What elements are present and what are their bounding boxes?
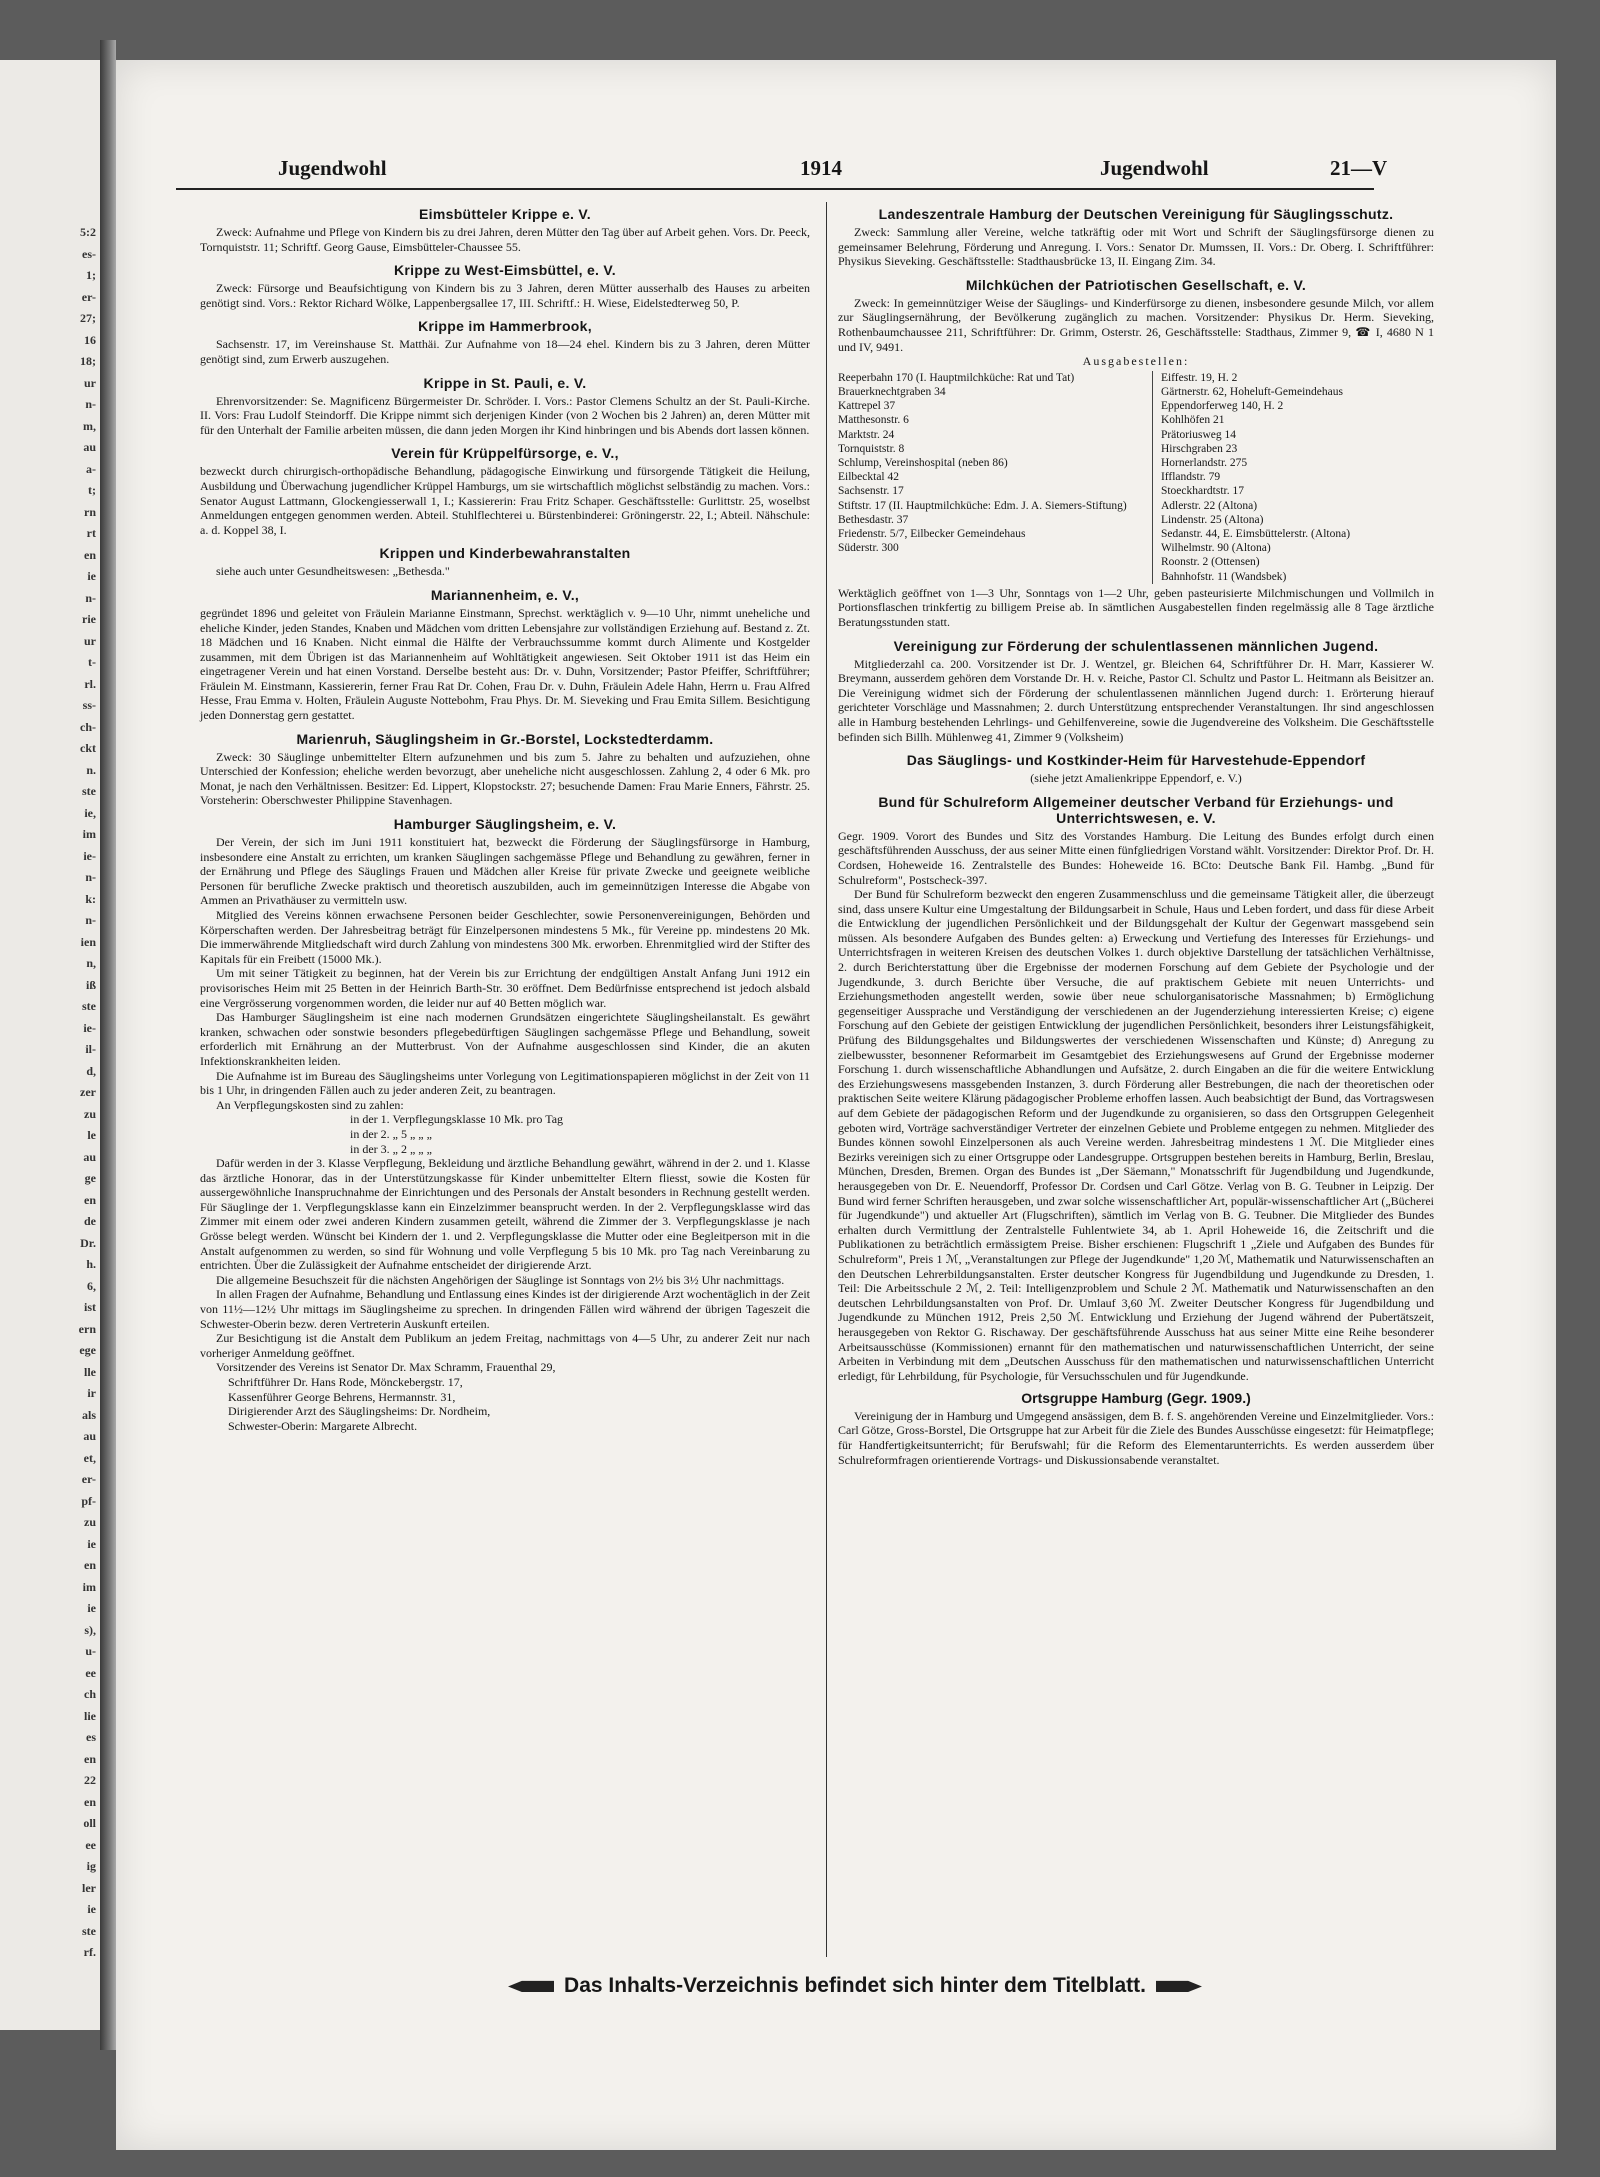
outlet-address: Reeperbahn 170 (I. Hauptmilchküche: Rat und Tat) xyxy=(838,371,1075,384)
outlet-address: Kattrepel 37 xyxy=(838,400,896,413)
section-text: An Verpflegungskosten sind zu zahlen: xyxy=(216,1097,404,1112)
section-title: Das Säuglings- und Kostkinder-Heim für Harvestehude-Eppendorf xyxy=(906,752,1366,769)
outlet-address: Eppendorferweg 140, H. 2 xyxy=(1160,400,1284,413)
section-text: Schriftführer Dr. Hans Rode, Mönckebergstr. 17, xyxy=(228,1375,463,1389)
book-gutter xyxy=(100,40,116,2050)
prev-page-fragment: ste xyxy=(82,999,96,1013)
prev-page-fragment: ie xyxy=(87,569,96,583)
prev-page-fragment: rf. xyxy=(83,1945,96,1959)
header-right: Jugendwohl xyxy=(1100,156,1209,180)
prev-page-fragment: im xyxy=(82,1579,96,1594)
section-text: Gegr. 1909. Vorort des Bundes und Sitz des Vorstandes Hamburg. Die Leitung des Bundes erfolgt durch einen geschäftsführenden Ausschuss, der aus seiner Mitte einen fünfgliedrigen Vorstand wählt. Vorsitzender: Direktor Prof. Dr. H. Cordsen, Hoheweide 16. Zentralstelle des Bundes: Hoheweide 16. BCto: Deutsche Bank Fil. Hambg. „Bund für Schulreform", Postscheck-397. xyxy=(838,828,1434,887)
section xyxy=(200,318,810,366)
section-text: Um mit seiner Tätigkeit zu beginnen, hat der Verein bis zur Errichtung der endgültigen Anstalt Anfang Juni 1912 ein provisorisches Heim mit 25 Betten in der Heinrich Barth-Str. 30 eröffnet. Dem Bedürfnisse entsprechend ist jedoch alsbald eine Vergrösserung vorgenommen worden, die leider nur auf 40 Betten möglich war. xyxy=(200,966,810,1010)
outlet-address: Hornerlandstr. 275 xyxy=(1160,456,1248,469)
section-text: Der Bund für Schulreform bezweckt den engeren Zusammenschluss und die gemeinsame Tätigkeit aller, die überzeugt sind, dass unsere Kultur eine Umgestaltung der Bildungsarbeit in Schule, Haus und Leben fordert, und dass für diese Arbeit die Entwicklung der jugendlichen Persönlichkeit und der Bildungsgehalt der Kultur der Gegenwart massgebend sein müssen. Als besondere Aufgaben des Bundes gelten: a) Erweckung und Vertiefung des Interesses für Erziehungs- und Unterrichtsfragen in weiteren Kreisen des deutschen Volkes 1. durch objektive Darstellung der tatsächlichen Verhältnisse, 2. durch Berichterstattung über die Ergebnisse der modernen Forschung auf dem Gebiete der Psychologie und der Jugendkunde, 3. durch Berichte über Versuche, die auf praktischem Gebiete mit neuen Unterrichts- und Erziehungsmethoden angestellt werden, sowie über neue schulorganisatorische Massnahmen; b) Ermöglichung gegenseitiger Aussprache und Verständigung der verschiedenen an der Jugenderziehung interessierten Kreise; c) eigene Forschung auf den Gebiete der geistigen Entwicklung der jugendlichen Persönlichkeit, besonders ihrer Leistungsfähigkeit, Prüfung des Bildungsgehaltes und Bildungswertes der verschiedenen Wissenschaften und Künste; d) Anregung zu zielbewusster, besonnener Reformarbeit im Gesamtgebiet des Erziehungswesens auf Grund der Ergebnisse moderner Forschung 1. durch wissenschaftliche Abhandlungen und Aufsätze, 2. durch Eingaben an die für die weitere Entwicklung des Erziehungswesens massgebenden Instanzen, 3. durch Förderung aller Bestrebungen, die nach der theoretischen oder praktischen Seite weitere Klärung pädagogischer Probleme erhoffen lassen. Auch beabsichtigt der Bund, das Vortragswesen auf dem Gebiete der pädagogischen Reform und der Jugendkunde zu organisieren, so dass den Ortsgruppen Gelegenheit geboten wird, Vorträge sachverständiger Vertreter der einzelnen Gebiete und Probleme entgegen zu nehmen. Mitglieder des Bundes können sowohl Einzelpersonen als auch Vereine werden. Jahresbeitrag mindestens 1 ℳ. Die Mitglieder eines Bezirks vereinigen sich zu einer Ortsgruppe oder Landesgruppe. Ortsgruppen bestehen bereits in Hamburg, Berlin, Breslau, München, Dresden, Bremen. Organ des Bundes ist „Der Säemann," Monatsschrift für Jugendbildung und Jugendkunde, herausgegeben von Dr. E. Neuendorff, Professor Dr. Cordsen und Carl Götze. Verlag von B. G. Teubner in Leipzig. Der Bund wird ferner Schriften herausgeben, und zwar solche wissenschaftlicher Art, populär-wissenschaftlicher Art („Bücherei für Jugendkunde") und aktueller Art (Flugschriften), sämtlich im Verlag von B. G. Teubner. Die Mitglieder des Bundes erhalten durch Vermittlung der Zentralstelle Fuhlentwiete 34, ab 1. April Hoheweide 16, die Zeitschrift und die Publikationen zu beträchtlich ermässigtem Preise. Bisher erschienen: Flugschrift 1 „Ziele und Aufgaben des Bundes für Schulreform", Preis 1 ℳ, „Veranstaltungen zur Pflege der Jugendkunde" 1,20 ℳ, Mathematik und Naturwissenschaften an den Deutschen Lehrerbildungsanstalten. Erster deutscher Kongress für Jugendbildung und Jugendkunde zu Dresden, 1. Teil: Die Arbeitsschule 2 ℳ, 2. Teil: Intelligenzproblem und Schule 2 ℳ. Mathematik und Naturwissenschaften an den deutschen Lehrbildungsanstalten von Prof. Dr. Umlauf 3,60 ℳ. Zweiter Deutscher Kongress für Jugendbildung und Jugendkunde zu München 1912, Preis 2,50 ℳ. Entwicklung und Erziehung der Jugend während der Pubertätszeit, herausgegeben von Rektor G. Rischaway. Der geschäftsführende Ausschuss hat aus seiner Mitte eine Reihe besonderer Arbeitsausschüsse (Kommissionen) ernannt für den mathematischen und naturwissenschaftlichen Unterricht, der seine Arbeiten in Verbindung mit dem „Deutschen Ausschuss für den mathematischen und naturwissenschaftlichen Unterricht erledigt, für Lehrbildung, für Psychologie, für Versuchsschulen und für Jugendkunde. xyxy=(838,887,1434,1383)
prev-page-fragment: lie xyxy=(84,1708,96,1723)
section-title: Krippen und Kinderbewahranstalten xyxy=(379,545,631,562)
section-title: Krippe zu West-Eimsbüttel, e. V. xyxy=(394,262,616,279)
section-text: siehe auch unter Gesundheitswesen: „Bethesda." xyxy=(216,564,450,579)
prev-page-fragment: 16 xyxy=(84,332,96,347)
section-note: (siehe jetzt Amalienkrippe Eppendorf, e. V.) xyxy=(1030,771,1242,786)
prev-page-fragment: rt xyxy=(86,526,96,540)
section-text: in der 3. „ 2 „ „ „ xyxy=(350,1141,432,1156)
section-text: Zweck: Fürsorge und Beaufsichtigung von Kindern bis zu 3 Jahren, deren Mütter ausserhalb des Hauses zu arbeiten genötigt sind. Vors.: Rektor Richard Wölke, Lappenbergsallee 17, III. Schriftf.: H. Wiese, Eidelstedterweg 50, P. xyxy=(200,281,810,310)
prev-page-fragment: iß xyxy=(85,977,96,992)
prev-page-fragment: ie- xyxy=(83,848,96,863)
prev-page-fragment: m, xyxy=(83,418,96,433)
prev-page-fragment: en xyxy=(84,1751,96,1766)
outlet-address: Gärtnerstr. 62, Hoheluft-Gemeindehaus xyxy=(1160,385,1343,398)
prev-page-fragment: rn xyxy=(84,504,96,519)
prev-page-fragment: d, xyxy=(86,1063,96,1078)
prev-page-fragment: ur xyxy=(84,375,96,390)
outlet-address: Bethesdastr. 37 xyxy=(838,513,909,526)
prev-page-fragment: ie xyxy=(87,1536,96,1551)
prev-page-fragment: rie xyxy=(82,612,96,626)
outlet-address: Hirschgraben 23 xyxy=(1160,442,1238,455)
section-title: Ortsgruppe Hamburg (Gegr. 1909.) xyxy=(1021,1390,1251,1407)
section-text: Ehrenvorsitzender: Se. Magnificenz Bürgermeister Dr. Schröder. I. Vors.: Pastor Clemens Schultz an der St. Pauli-Kirche. II. Vors: Frau Ludolf Steindorff. Die Krippe nimmt sich derjenigen Kinder (von 2 Wochen bis 2 Jahren) an, deren Mütter mit für den Unterhalt der Familie arbeiten müssen, die dann jeden Morgen ihr Kind hinbringen und bis Abends dort lassen können. xyxy=(200,393,810,437)
section xyxy=(200,731,810,808)
prev-page-fragment: ss- xyxy=(82,698,96,712)
prev-page-fragment: lle xyxy=(84,1364,96,1379)
prev-page-fragment: ie- xyxy=(83,1020,96,1035)
outlets-column-1 xyxy=(838,371,1153,584)
prev-page-fragment: ist xyxy=(84,1300,96,1314)
outlet-address: Sachsenstr. 17 xyxy=(838,485,904,498)
outlet-address: Eilbecktal 42 xyxy=(838,471,899,484)
outlet-address: Kohlhöfen 21 xyxy=(1160,414,1225,427)
outlet-address: Schlump, Vereinshospital (neben 86) xyxy=(838,456,1008,469)
section-landeszentrale xyxy=(838,206,1434,269)
section-title: Landeszentrale Hamburg der Deutschen Vereinigung für Säuglingsschutz. xyxy=(878,206,1394,222)
prev-page-fragment: zer xyxy=(80,1085,96,1099)
section-title: Milchküchen der Patriotischen Gesellschaft, e. V. xyxy=(965,276,1307,293)
prev-page-fragment: en xyxy=(84,1192,96,1207)
prev-page-fragment: n- xyxy=(85,870,96,884)
section-text: in der 1. Verpflegungsklasse 10 Mk. pro Tag xyxy=(350,1112,564,1127)
prev-page-fragment: 27; xyxy=(80,311,96,325)
outlet-address: Süderstr. 300 xyxy=(838,542,899,555)
section xyxy=(200,375,810,438)
prev-page-fragment: le xyxy=(87,1128,96,1142)
prev-page-fragment: n- xyxy=(85,913,96,927)
section-title: Bund für Schulreform Allgemeiner deutscher Verband für Erziehungs- und Unterrichtswesen, e. V. xyxy=(878,793,1394,826)
prev-page-fragment: a- xyxy=(86,461,96,476)
prev-page-fragment: ern xyxy=(78,1321,96,1336)
prev-page-fragment: t; xyxy=(88,483,96,497)
prev-page-fragment: ee xyxy=(85,1665,96,1680)
section-title: Verein für Krüppelfürsorge, e. V., xyxy=(391,445,619,462)
outlet-address: Stiftstr. 17 (II. Hauptmilchküche: Edm. J. A. Siemers-Stiftung) xyxy=(838,499,1127,512)
prev-page-fragment: rl. xyxy=(84,676,96,691)
prev-page-fragment: als xyxy=(81,1407,96,1422)
page-number: 21—V xyxy=(1330,156,1388,180)
prev-page-fragment: er- xyxy=(81,289,96,304)
section-text: Die Aufnahme ist im Bureau des Säuglingsheims unter Vorlegung von Legitimationspapieren möglichst in der Zeit von 11 bis 1 Uhr, in dringenden Fällen auch zu jeder anderen Zeit, zu beantragen. xyxy=(200,1068,810,1098)
prev-page-fragment: n. xyxy=(86,762,96,777)
section xyxy=(200,445,810,537)
prev-page-fragment: s), xyxy=(84,1622,96,1637)
outlets-table xyxy=(838,371,1434,584)
section-text: Vereinigung der in Hamburg und Umgegend ansässigen, dem B. f. S. angehörenden Vereine und Einzelmitglieder. Vors.: Carl Götze, Gross-Borstel, Die Ortsgruppe hat zur Arbeit für die Ziele des Bundes Ausschüsse eingesetzt: für Heimatpflege; für Handfertigkeitsunterricht; für Berufswahl; für die Reform des Elementarunterrichts. Es werden ausserdem über Schulreformfragen orientierende Vortrags- und Diskussionsabende veranstaltet. xyxy=(838,1408,1434,1467)
outlet-address: Ifflandstr. 79 xyxy=(1160,471,1221,484)
section-text: Die allgemeine Besuchszeit für die nächsten Angehörigen der Säuglinge ist Sonntags von 2½ bis 3½ Uhr nachmittags. xyxy=(216,1272,785,1287)
section-title: Krippe im Hammerbrook, xyxy=(418,318,592,335)
prev-page-fragment: en xyxy=(84,547,96,562)
prev-page-fragment: ie, xyxy=(84,805,96,820)
prev-page-fragment: de xyxy=(84,1214,96,1228)
section xyxy=(200,206,810,254)
outlet-address: Brauerknechtgraben 34 xyxy=(838,385,946,398)
prev-page-fragment: ste xyxy=(82,1923,96,1938)
prev-page-fragment: ckt xyxy=(80,741,96,755)
prev-page-fragment: ler xyxy=(82,1880,96,1895)
section-text: Zweck: Aufnahme und Pflege von Kindern bis zu drei Jahren, deren Mütter den Tag über auf Arbeit gehen. Vors. Dr. Peeck, Tornquiststr. 11; Schriftf. Georg Gause, Eimsbütteler-Chaussee 55. xyxy=(200,225,810,254)
section-title: Eimsbütteler Krippe e. V. xyxy=(419,206,591,222)
section xyxy=(200,545,810,579)
prev-page-fragment: ege xyxy=(79,1343,96,1357)
outlets-column-2 xyxy=(1153,371,1434,584)
previous-page-edge xyxy=(0,60,100,2030)
prev-page-fragment: n, xyxy=(86,956,96,970)
prev-page-fragment: ur xyxy=(84,633,96,648)
footer-text: Das Inhalts-Verzeichnis befindet sich hinter dem Titelblatt. xyxy=(564,1974,1146,1997)
header-year: 1914 xyxy=(800,156,842,180)
prev-page-fragment: ie xyxy=(87,1601,96,1615)
outlet-address: Bahnhofstr. 11 (Wandsbek) xyxy=(1160,570,1287,583)
prev-page-fragment: pf- xyxy=(81,1493,96,1508)
outlet-address: Roonstr. 2 (Ottensen) xyxy=(1160,556,1260,569)
outlet-address: Friedenstr. 5/7, Eilbecker Gemeindehaus xyxy=(838,527,1026,540)
prev-page-fragment: ee xyxy=(85,1837,96,1852)
pointing-hand-left-icon xyxy=(508,1979,554,1993)
section-text: Der Verein, der sich im Juni 1911 konstituiert hat, bezweckt die Förderung der Säuglingsfürsorge in Hamburg, insbesondere eine Anstalt zu errichten, um kranken Säuglingen sachgemässe Pflege und Behandlung zu gewähren, ferner in der Ernährung und Pflege des Säuglings Frauen und Mädchen aller Kreise für private Zwecke und geeignete weibliche Personen für berufliche Zwecke praktisch und theoretisch auszubilden, auch im gemeinnützigen Interesse die Abgabe von Ammen an Privathäuser zu vermitteln usw. xyxy=(200,835,810,908)
prev-page-fragment: er- xyxy=(81,1472,96,1486)
prev-page-fragment: h. xyxy=(86,1257,96,1271)
section-text: Schwester-Oberin: Margarete Albrecht. xyxy=(228,1418,418,1433)
prev-page-fragment: k: xyxy=(85,891,96,906)
column-divider xyxy=(826,202,827,1957)
section-text: Das Hamburger Säuglingsheim ist eine nach modernen Grundsätzen eingerichtete Säuglingsheilanstalt. Es gewährt kranken, schwachen oder sonstwie besonders pflegebedürftigen Säuglingen sachgemässe Pflege und Behandlung, soweit erforderlich mit Ernährung an der Mutterbrust. Von der Aufnahme ausgeschlossen sind Kinder, die an akuten Infektionskrankheiten leiden. xyxy=(200,1010,810,1068)
prev-page-fragment: au xyxy=(83,1149,96,1164)
prev-page-fragment: n- xyxy=(85,590,96,605)
prev-page-fragment: ch- xyxy=(80,719,96,734)
prev-page-fragment: t- xyxy=(88,655,96,669)
prev-page-fragment: et, xyxy=(83,1450,96,1465)
outlet-address: Stoeckhardtstr. 17 xyxy=(1160,485,1244,498)
left-column xyxy=(200,202,810,1441)
running-header xyxy=(150,150,1400,180)
section-title: Marienruh, Säuglingsheim in Gr.-Borstel, Lockstedterdamm. xyxy=(296,730,714,747)
prev-page-fragment: oll xyxy=(83,1816,96,1830)
section-text: Werktäglich geöffnet von 1—3 Uhr, Sonntags von 1—2 Uhr, geben pasteurisierte Milchmischungen und Vollmilch in Portionsflaschen trinkfertig zu billigem Preise ab. In sämtlichen Ausgabestellen finden regelmässig alle 8 Tage ärztliche Beratungsstunden statt. xyxy=(838,585,1434,629)
section-text: Dafür werden in der 3. Klasse Verpflegung, Bekleidung und ärztliche Behandlung gewährt, während in der 2. und 1. Klasse das ärztliche Honorar, das in der Unterstützungskasse für Kinder unbemittelter Eltern fliesst, sowie die Kosten für aussergewöhnliche Inanspruchnahme der Einrichtungen und des Personals der Anstalt besonders in Rechnung gestellt werden. Für Säuglinge der 1. Verpflegungsklasse kann ein Einzelzimmer beansprucht werden. In der 2. Verpflegungsklasse wird das Zimmer mit einem oder zwei anderen Kindern zusammen geteilt, während die Zimmer der 3. Verpflegungsklasse je nach Grösse belegt werden. Wünscht bei Kindern der 1. und 2. Verpflegungsklasse die Mutter oder eine Begleitperson mit in die Anstalt aufgenommen zu werden, so sind für Wohnung und volle Verpflegung 5 bis 10 Mk. pro Tag nach Vereinbarung zu entrichten. Über die Zulässigkeit der Aufnahme entscheidet der dirigierende Arzt. xyxy=(200,1156,810,1273)
section-bund-schulreform xyxy=(838,794,1434,1384)
prev-page-fragment: zu xyxy=(84,1106,96,1121)
section-ortsgruppe xyxy=(838,1391,1434,1467)
section-text: Mitgliederzahl ca. 200. Vorsitzender ist Dr. J. Wentzel, gr. Bleichen 64, Schriftführer Dr. H. Marr, Kassierer W. Breymann, ausserdem gehören dem Vorstande Dr. H. v. Reiche, Pastor Cl. Schultz und Pastor L. Heitmann als Beisitzer an. Die Vereinigung widmet sich der Förderung der schulentlassenen männlichen Jugend durch: 1. Erörterung hierauf gerichteter Vorschläge und Massnahmen; 2. durch Unterstützung entsprechender Veranstaltungen. Ihr sind angeschlossen alle in Hamburg bestehenden Lehrlings- und Gehilfenvereine, sowie die Jugendvereine des Volksheim. Die Geschäftsstelle befinden sich Billh. Mühlenweg 41, Zimmer 9 (Volksheim) xyxy=(838,656,1434,744)
prev-page-fragment: 1; xyxy=(86,268,96,282)
section-title: Mariannenheim, e. V., xyxy=(430,586,580,603)
prev-page-fragment: zu xyxy=(84,1515,96,1529)
section-text: Vorsitzender des Vereins ist Senator Dr. Max Schramm, Frauenthal 29, xyxy=(216,1360,556,1375)
prev-page-fragment: 5:2 xyxy=(80,225,96,239)
outlet-address: Matthesonstr. 6 xyxy=(838,414,909,427)
footer-notice xyxy=(440,1970,1270,2002)
section-title: Krippe in St. Pauli, e. V. xyxy=(423,374,587,391)
outlet-address: Sedanstr. 44, E. Eimsbüttelerstr. (Altona) xyxy=(1160,527,1351,540)
pointing-hand-right-icon xyxy=(1156,1979,1202,1993)
section-text: Mitglied des Vereins können erwachsene Personen beider Geschlechter, sowie Personenvereinigungen, Behörden und Körperschaften werden. Der Jahresbeitrag beträgt für Einzelpersonen mindestens 5 Mk., für Vereine pp. mindestens 20 Mk. Die immerwährende Mitgliedschaft wird durch Zahlung von mindestens 300 Mk. erworben. Ehrenmitglied wird der Stifter des Kapitals für ein Freibett (15000 Mk.). xyxy=(200,908,810,966)
section xyxy=(200,262,810,310)
prev-page-fragment: ste xyxy=(82,784,96,798)
prev-page-fragment: au xyxy=(83,1429,96,1443)
prev-page-fragment: 18; xyxy=(80,354,96,368)
prev-page-fragment: ig xyxy=(86,1859,96,1873)
outlet-address: Eiffestr. 19, H. 2 xyxy=(1160,371,1238,384)
prev-page-fragment: ien xyxy=(80,934,96,949)
section-text: gegründet 1896 und geleitet von Fräulein Marianne Einstmann, Sprechst. werktäglich v. 9—10 Uhr, nimmt uneheliche und eheliche Kinder, jeden Standes, Knaben und Mädchen vom dritten Lebensjahre zur vollständigen Erziehung auf. Bestand z. Zt. 18 Mädchen und 16 Knaben. Nicht einmal die Hälfte der Verbrauchssumme kommt durch Alimente und Kostgelder zusammen, mit dem Übrigen ist das Mariannenheim auf Wohltätigkeit angewiesen. Seit Oktober 1911 ist das Heim ein eingetragener Verein und hat einen Vorstand. Derselbe besteht aus: Dr. v. Duhn, Vorsitzender; Pastor Pfeiffer, Schriftführer; Fräulein M. Einstmann, Kassiererin, ferner Frau Rat Dr. Cohen, Frau Dr. v. Duhn, Fräulein Adele Hahn, Herrn u. Frau Alfred Hesse, Frau Emma v. Holten, Fräulein Auguste Nottebohm, Frau Phys. Dr. M. Sieveking und Frau Emita Sillem. Besichtigung jeden Donnerstag gern gestattet. xyxy=(200,605,810,723)
outlet-address: Lindenstr. 25 (Altona) xyxy=(1160,513,1264,526)
prev-page-fragment: u- xyxy=(85,1644,96,1658)
prev-page-fragment: ge xyxy=(84,1171,96,1185)
prev-page-fragment: es xyxy=(86,1730,96,1744)
prev-page-fragment: au xyxy=(83,440,96,454)
prev-page-fragment: ie xyxy=(87,1902,96,1916)
prev-page-fragment: es- xyxy=(82,246,96,261)
prev-page-fragment: en xyxy=(84,1558,96,1572)
prev-page-fragment: ch xyxy=(84,1687,96,1701)
section-text: bezweckt durch chirurgisch-orthopädische Behandlung, pädagogische Einwirkung und fürsorgende Tätigkeit die Heilung, Ausbildung und Überwachung jugendlicher Krüppel Hamburgs, um sie wirtschaftlich möglichst selbständig zu machen. Vors.: Senator August Lattmann, Glockengiesserwall 1, I.; Kassiererin: Frau Fritz Schaper. Geschäftsstelle: Gurlittstr. 25, woselbst Anmeldungen entgegen genommen werden. Abteil. Stuhlflechterei u. Bürstenbinderei: Gröningerstr. 22, I.; Abteil. Nähschule: a. d. Koppel 38, I. xyxy=(200,464,810,537)
prev-page-fragment: Dr. xyxy=(80,1235,96,1250)
right-column xyxy=(838,202,1434,1475)
prev-page-fragment: 22 xyxy=(84,1773,96,1787)
prev-page-fragment: il- xyxy=(85,1042,96,1056)
section-text: Zweck: In gemeinnütziger Weise der Säuglings- und Kinderfürsorge zu dienen, insbesondere gesunde Milch, vor allem zur Säuglingsernährung, der Bevölkerung zugänglich zu machen. Vorsitzender: Physikus Dr. Herm. Sieveking, Rothenbaumchaussee 211, Schriftführer: Dr. Grimm, Osterstr. 26, Geschäftsstelle: Stadthaus, Zimmer 9, ☎ I, 4680 N 1 und IV, 9491. xyxy=(838,295,1434,354)
section-text: Zweck: 30 Säuglinge unbemittelter Eltern aufzunehmen und bis zum 5. Jahre zu behalten und aufzuziehen, ohne Unterschied der Konfession; eheliche werden bevorzugt, aber uneheliche nicht ausgeschlossen. Zahlung 2, 4 oder 6 Mk. pro Monat, je nach den Verhältnissen. Besitzer: Ed. Lippert, Klopstockstr. 27; besuchende Damen: Frau Marie Enners, Fährstr. 25. Vorsteherin: Oberschwester Philippine Stavenhagen. xyxy=(200,749,810,808)
outlets-label: Ausgabestellen: xyxy=(1082,354,1190,369)
section-vereinigung xyxy=(838,638,1434,745)
section-text: Dirigierender Arzt des Säuglingsheims: Dr. Nordheim, xyxy=(228,1404,491,1419)
section-title: Hamburger Säuglingsheim, e. V. xyxy=(393,816,617,833)
outlet-address: Marktstr. 24 xyxy=(838,428,895,441)
section-saeuglings-kostkinder-heim xyxy=(838,752,1434,786)
outlet-address: Tornquiststr. 8 xyxy=(838,442,905,455)
section-text: Zweck: Sammlung aller Vereine, welche tatkräftig oder mit Wort und Schrift der Säuglingsfürsorge dienen zu gemeinsamer Belehrung, Förderung und Anregung. I. Vors.: Senator Dr. Mumssen, II. Vors.: Dr. Oberg. I. Schriftführer: Physikus Sieveking. Geschäftsstelle: Stadthausbrücke 13, II. Eingang Zim. 34. xyxy=(838,225,1434,269)
section-text: Sachsenstr. 17, im Vereinshause St. Matthäi. Zur Aufnahme von 18—24 ehel. Kindern bis zu 3 Jahren, deren Mütter genötigt sind, zum Erwerb auszugehen. xyxy=(200,337,810,366)
prev-page-fragment: 6, xyxy=(87,1278,96,1293)
section-text: Zur Besichtigung ist die Anstalt dem Publikum an jedem Freitag, nachmittags von 4—5 Uhr, zu anderer Zeit nur nach vorheriger Anmeldung geöffnet. xyxy=(200,1331,810,1360)
prev-page-fragment: en xyxy=(84,1794,96,1809)
header-rule xyxy=(176,188,1374,190)
outlet-address: Adlerstr. 22 (Altona) xyxy=(1160,499,1258,512)
section xyxy=(200,587,810,723)
section-text: in der 2. „ 5 „ „ „ xyxy=(350,1126,432,1141)
prev-page-fragment: n- xyxy=(85,397,96,411)
outlet-address: Prätoriusweg 14 xyxy=(1160,428,1236,441)
section-text: Kassenführer George Behrens, Hermannstr. 31, xyxy=(228,1389,456,1404)
outlet-address: Wilhelmstr. 90 (Altona) xyxy=(1160,542,1271,555)
section-text: In allen Fragen der Aufnahme, Behandlung und Entlassung eines Kindes ist der dirigierende Arzt wochentäglich in der Zeit von 11½—12½ Uhr mittags im Säuglingsheime zu sprechen. In dringenden Fällen wird während der übrigen Tageszeit die Schwester-Oberin bezw. deren Vertreterin Auskunft erteilen. xyxy=(200,1287,810,1331)
section xyxy=(200,816,810,1433)
section-milchkuechen xyxy=(838,277,1434,630)
prev-page-fragment: ir xyxy=(87,1386,96,1400)
section-title: Vereinigung zur Förderung der schulentlassenen männlichen Jugend. xyxy=(893,637,1379,654)
header-left: Jugendwohl xyxy=(278,156,387,180)
prev-page-fragment: im xyxy=(82,827,96,841)
